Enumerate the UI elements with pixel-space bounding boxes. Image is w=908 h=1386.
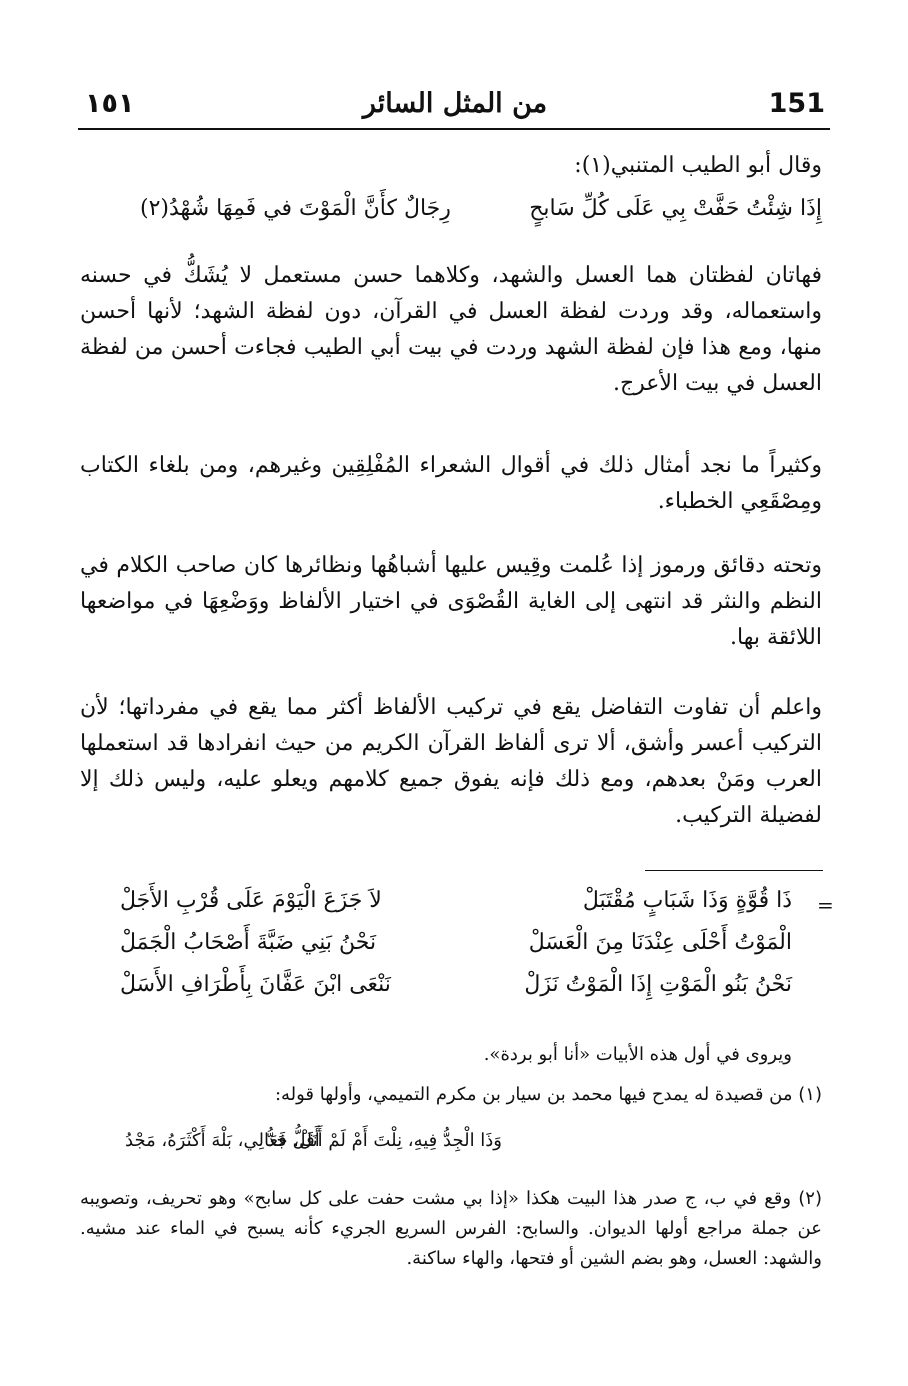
- fn-verse-first: نَحْنُ بَنُو الْمَوْتِ إِذَا الْمَوْتُ نَزَلْ: [524, 972, 792, 997]
- paragraph-4: واعلم أن تفاوت التفاضل يقع في تركيب الألفاظ أكثر مما يقع في مفرداتها؛ لأن التركيب أعسر وأشق، ألا ترى ألفاظ القرآن الكريم من حيث انفرادها قد استعملها العرب ومَنْ بعدهم، ومع ذلك فإنه يفوق جميع كلامهم ويعلو عليه، وليس ذلك إلا لفضيلة التركيب.: [80, 695, 822, 828]
- intro-line: وقال أبو الطيب المتنبي(١):: [574, 153, 822, 178]
- fn-verse-row: [80, 930, 822, 966]
- verse-main: [80, 196, 822, 236]
- fn-verse-row: [80, 888, 822, 924]
- footnote-1-verse-second: أَقَلُّ فَعَالِي، بَلْهَ أَكْثَرَهُ، مَجْدُ: [125, 1130, 320, 1151]
- paragraph-1: فهاتان لفظتان هما العسل والشهد، وكلاهما حسن مستعمل لا يُشَكُّ في حسنه واستعماله، وقد وردت لفظة العسل في القرآن، دون لفظة الشهد؛ لأنها أحسن منها، ومع هذا فإن لفظة الشهد وردت في بيت أبي الطيب فجاءت أحسن من لفظة العسل في بيت الأعرج.: [80, 263, 822, 396]
- fn-verse-second: لاَ جَزَعَ الْيَوْمَ عَلَى قُرْبِ الأَجَلْ: [120, 888, 382, 913]
- footnote-2-number: (٢): [798, 1188, 822, 1209]
- verse-main-first-hemistich: إِذَا شِئْتُ حَفَّتْ بِي عَلَى كُلِّ سَابحٍ: [529, 196, 822, 221]
- fn-verse-first: الْمَوْتُ أَحْلَى عِنْدَنَا مِنَ الْعَسَلْ: [528, 930, 792, 955]
- footnote-1-verse-first: وَذَا الْجِدُّ فِيهِ، نِلْتَ أَمْ لَمْ أَنَلْ، جَدُّ: [266, 1130, 502, 1151]
- verse-main-second-hemistich: رِجَالٌ كأَنَّ الْمَوْتَ في فَمِهَا شُهْدُ(٢): [140, 196, 451, 221]
- fn-verse-second: نَنْعَى ابْنَ عَفَّانَ بِأَطْرَافِ الأَسَلْ: [120, 972, 391, 997]
- footnote-2-text: وقع في ب، ج صدر هذا البيت هكذا «إذا بي مشت حفت على كل سابح» وهو تحريف، وتصويبه عن جملة مراجع أولها الديوان. والسابح: الفرس السريع الجريء كأنه يسبح في الماء عند مشيه. والشهد: العسل، وهو بضم الشين أو فتحها، والهاء ساكنة.: [80, 1188, 822, 1269]
- fn-verse-second: نَحْنُ بَنِي ضَبَّةَ أَصْحَابُ الْجَمَلْ: [120, 930, 377, 955]
- footnote-1-verse: [80, 1126, 822, 1160]
- footnote-1-number: (١): [798, 1084, 822, 1105]
- paragraph-3: وتحته دقائق ورموز إذا عُلمت وقِيس عليها أشباهُها ونظائرها كان صاحب الكلام في النظم والنثر قد انتهى إلى الغاية القُصْوَى في اختيار الألفاظ ووَضْعِهَا في مواضعها اللائقة بها.: [80, 553, 822, 650]
- fn-verse-first: ذَا قُوَّةٍ وَذَا شَبَابٍ مُقْتَبَلْ: [582, 888, 792, 913]
- running-header: [85, 88, 825, 128]
- footnote-1: [80, 1080, 822, 1110]
- footnote-separator: [645, 870, 823, 871]
- fn-note-line: ويروى في أول هذه الأبيات «أنا أبو بردة».: [483, 1044, 792, 1065]
- fn-verse-row: [80, 972, 822, 1008]
- running-title: من المثل السائر: [362, 88, 548, 119]
- header-rule: [78, 128, 830, 130]
- page-number: 151: [768, 88, 825, 119]
- footnote-1-text: من قصيدة له يمدح فيها محمد بن سيار بن مكرم التميمي، وأولها قوله:: [274, 1084, 793, 1105]
- footnote-2: [80, 1184, 822, 1274]
- continuation-mark: =: [817, 893, 834, 917]
- paragraph-2: وكثيراً ما نجد أمثال ذلك في أقوال الشعراء المُفْلِقِين وغيرهم، ومن بلغاء الكتاب ومِصْقَعِي الخطباء.: [80, 453, 822, 514]
- page-number-arabic: ١٥١: [85, 88, 135, 119]
